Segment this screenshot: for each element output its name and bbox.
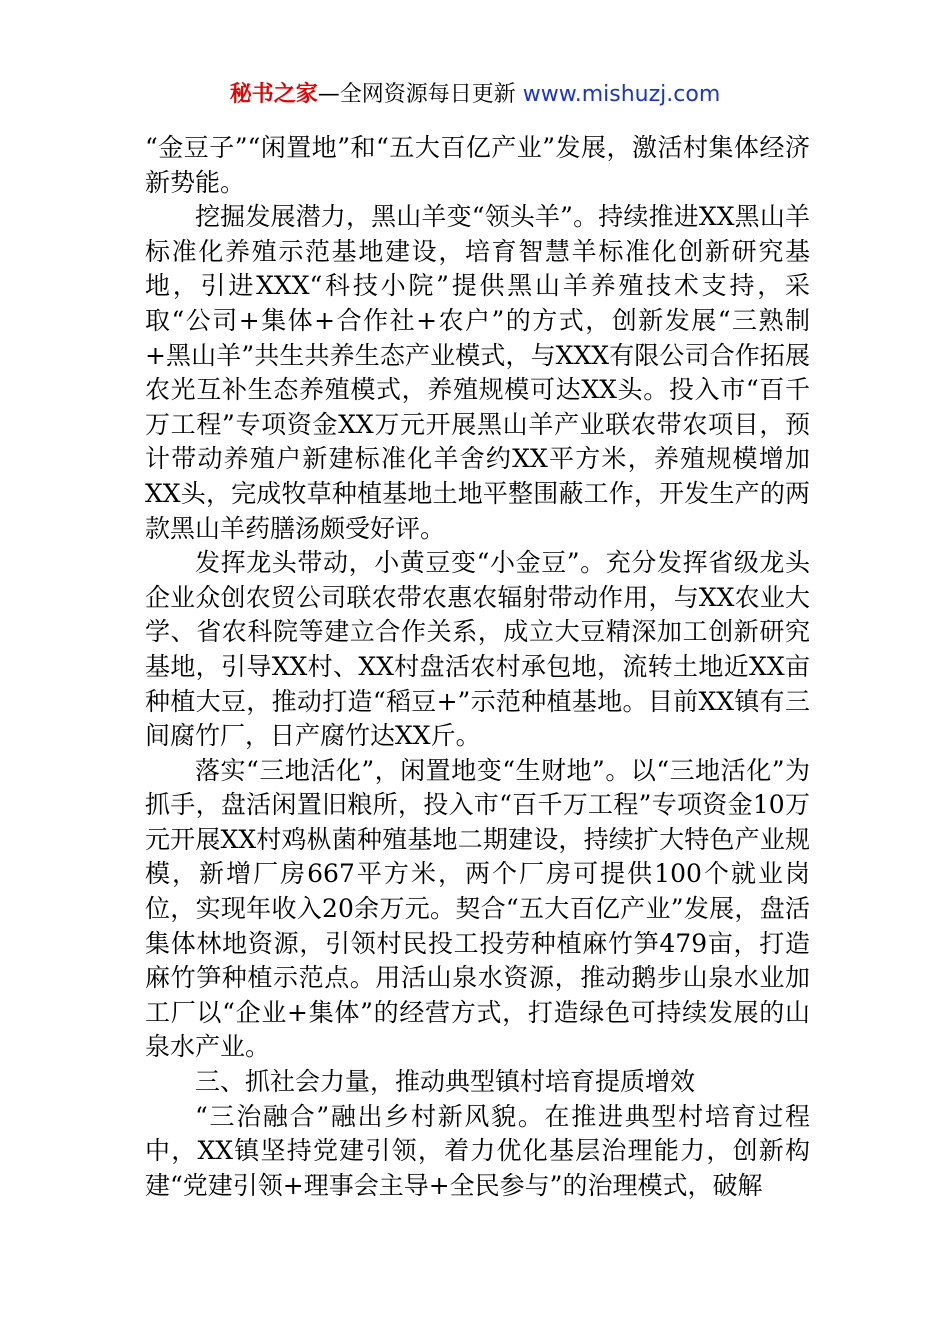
site-header xyxy=(0,80,950,110)
section-heading: 三、抓社会力量，推动典型镇村培育提质增效 xyxy=(195,1067,696,1097)
paragraph: 挖掘发展潜力，黑山羊变“领头羊”。持续推进XX黑山羊标准化养殖示范基地建设，培育智慧羊标准化创新研究基地，引进XXX“科技小院”提供黑山羊养殖技术支持，采取“公司+集体+合作社+农户”的方式，创新发展“三熟制+黑山羊”共生共养生态产业模式，与XXX有限公司合作拓展农光互补生态养殖模式，养殖规模可达XX头。投入市“百千万工程”专项资金XX万元开展黑山羊产业联农带农项目，预计带动养殖户新建标准化羊舍约XX平方米，养殖规模增加XX头，完成牧草种植基地土地平整围蔽工作，开发生产的两款黑山羊药膳汤颇受好评。 xyxy=(145,202,810,543)
paragraph: “金豆子”“闲置地”和“五大百亿产业”发展，激活村集体经济新势能。 xyxy=(145,133,810,197)
site-brand: 秘书之家 xyxy=(229,82,318,107)
site-url-link[interactable]: www.mishuzj.com xyxy=(522,82,721,107)
site-slogan: —全网资源每日更新 xyxy=(317,82,516,107)
document-body xyxy=(145,131,810,1203)
paragraph: 落实“三地活化”，闲置地变“生财地”。以“三地活化”为抓手，盘活闲置旧粮所，投入市“百千万工程”专项资金10万元开展XX村鸡枞菌种殖基地二期建设，持续扩大特色产业规模，新增厂房667平方米，两个厂房可提供100个就业岗位，实现年收入20余万元。契合“五大百亿产业”发展，盘活集体林地资源，引领村民投工投劳种植麻竹笋479亩，打造麻竹笋种植示范点。用活山泉水资源，推动鹅步山泉水业加工厂以“企业+集体”的经营方式，打造绿色可持续发展的山泉水产业。 xyxy=(145,755,810,1062)
paragraph: “三治融合”融出乡村新风貌。在推进典型村培育过程中，XX镇坚持党建引领，着力优化基层治理能力，创新构建“党建引领+理事会主导+全民参与”的治理模式，破解 xyxy=(145,1101,810,1200)
paragraph: 发挥龙头带动，小黄豆变“小金豆”。充分发挥省级龙头企业众创农贸公司联农带农惠农辐射带动作用，与XX农业大学、省农科院等建立合作关系，成立大豆精深加工创新研究基地，引导XX村、XX村盘活农村承包地，流转土地近XX亩种植大豆，推动打造“稻豆+”示范种植基地。目前XX镇有三间腐竹厂，日产腐竹达XX斤。 xyxy=(145,548,810,751)
